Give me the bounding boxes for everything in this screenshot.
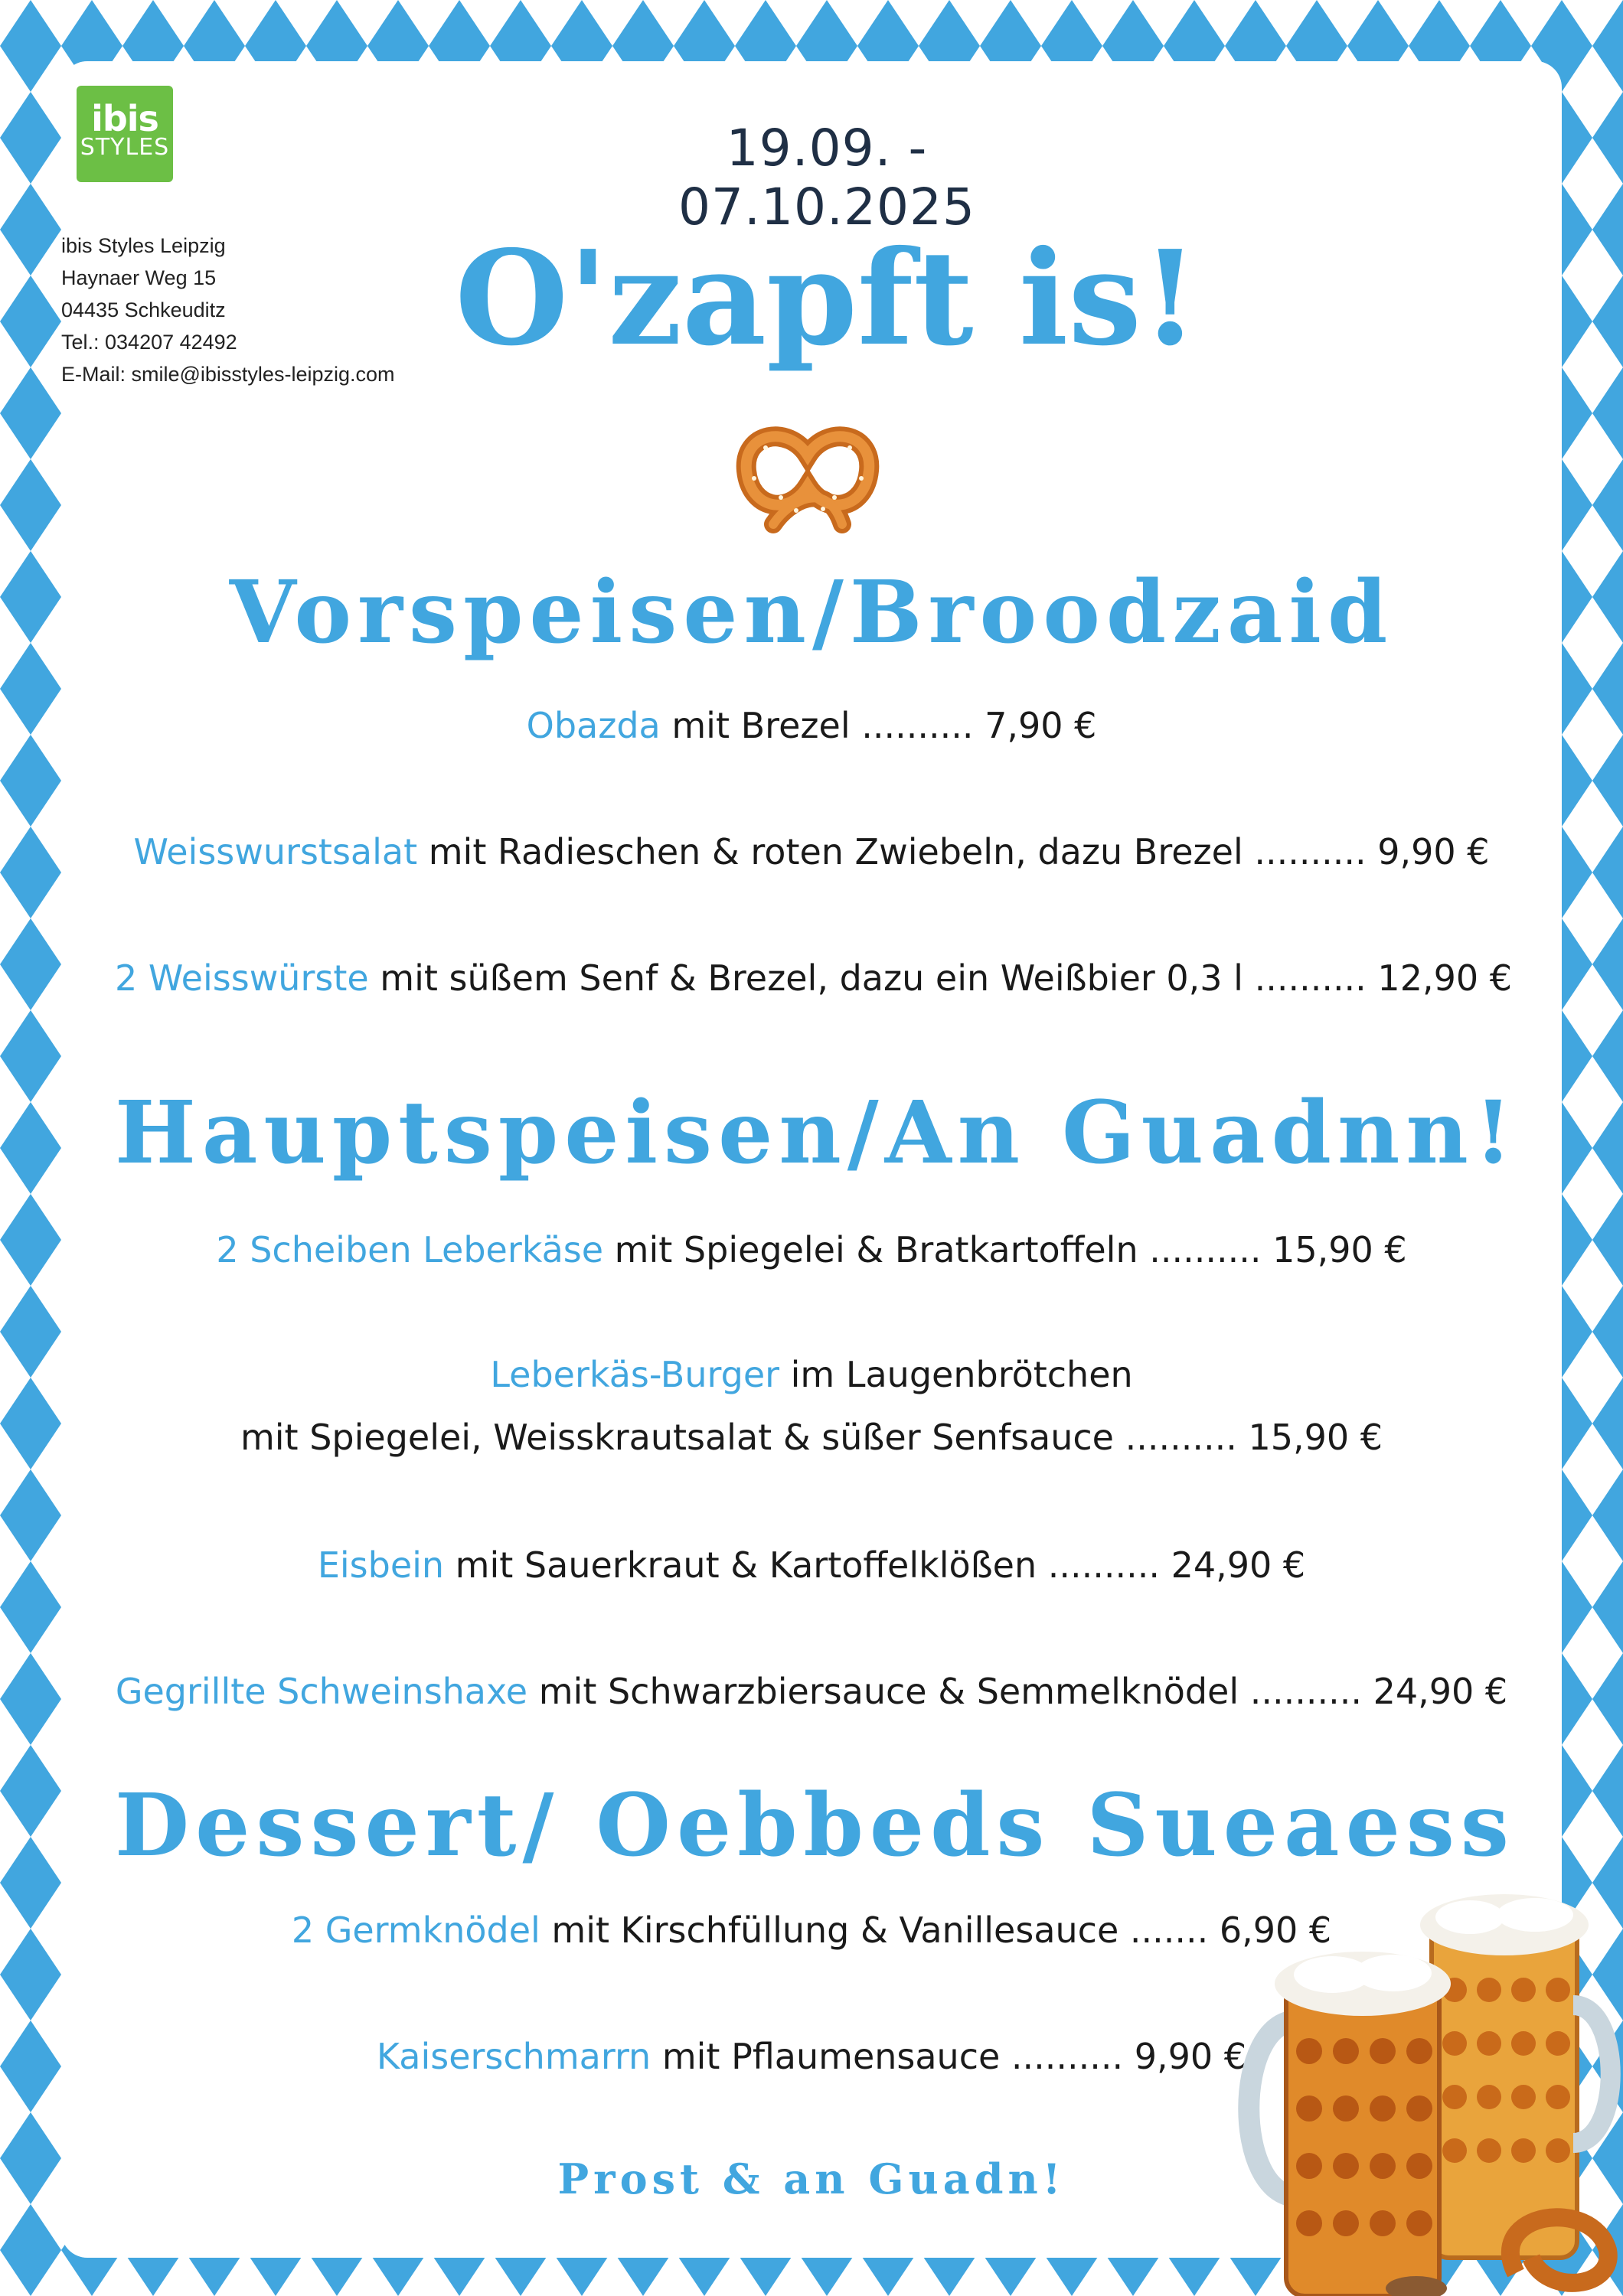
menu-item (115, 829, 1508, 875)
dish-name: Kaiserschmarrn (376, 2036, 651, 2077)
pretzel-icon (735, 425, 880, 540)
menu-item (115, 1227, 1508, 1273)
dish-description: mit Spiegelei & Bratkartoffeln .......... 15,90 € (603, 1229, 1407, 1270)
menu-item-continued: mit Spiegelei, Weisskrautsalat & süßer Senfsauce .......... 15,90 € (240, 1417, 1383, 1458)
logo-text-styles: STYLES (80, 134, 170, 161)
hotel-street: Haynaer Weg 15 (61, 266, 217, 289)
dish-description: mit Sauerkraut & Kartoffelklößen .......... 24,90 € (444, 1544, 1306, 1586)
hotel-email: E-Mail: smile@ibisstyles-leipzig.com (61, 363, 395, 386)
event-title: O'zapft is! (455, 222, 1199, 375)
dish-name: Eisbein (317, 1544, 445, 1586)
menu-item (115, 1352, 1508, 1397)
dish-name: Leberkäs-Burger (490, 1354, 780, 1395)
dish-name: 2 Scheiben Leberkäse (216, 1229, 604, 1270)
dish-name: Obazda (526, 705, 661, 746)
dish-name: Gegrillte Schweinshaxe (115, 1671, 528, 1712)
hotel-city: 04435 Schkeuditz (61, 298, 226, 321)
footer-slogan: Prost & an Guadn! (557, 2154, 1066, 2203)
hotel-name: ibis Styles Leipzig (61, 234, 226, 257)
event-dates: 19.09. - 07.10.2025 (678, 119, 975, 236)
dish-name: Weisswurstsalat (133, 831, 418, 872)
dish-description: mit Pflaumensauce .......... 9,90 € (651, 2036, 1247, 2077)
beer-mugs-illustration (1225, 1890, 1623, 2296)
menu-item (115, 1542, 1508, 1588)
dish-name: 2 Germknödel (291, 1910, 540, 1951)
dish-description: mit Radieschen & roten Zwiebeln, dazu Brezel .......... 9,90 € (417, 831, 1490, 872)
dish-description: im Laugenbrötchen (779, 1354, 1133, 1395)
hotel-phone: Tel.: 034207 42492 (61, 331, 237, 354)
menu-item (115, 955, 1513, 1001)
dish-description: mit Kirschfüllung & Vanillesauce ....... 6,90 € (540, 1910, 1332, 1951)
ibis-styles-logo (77, 86, 173, 182)
dish-name: 2 Weisswürste (115, 957, 369, 999)
section-heading-starters: Vorspeisen/Broodzaid (229, 563, 1394, 663)
logo-text-ibis: ibis (91, 98, 158, 139)
dish-description: mit Schwarzbiersauce & Semmelknödel .......... 24,90 € (527, 1671, 1508, 1712)
section-heading-mains: Hauptspeisen/An Guadnn! (115, 1083, 1518, 1183)
section-heading-desserts: Dessert/ Oebbeds Sueaess (115, 1776, 1515, 1876)
dish-description: mit Brezel .......... 7,90 € (660, 705, 1097, 746)
menu-item (115, 1668, 1508, 1714)
dish-description: mit süßem Senf & Brezel, dazu ein Weißbier 0,3 l .......... 12,90 € (368, 957, 1513, 999)
hotel-address (61, 230, 475, 390)
menu-item (115, 703, 1508, 748)
